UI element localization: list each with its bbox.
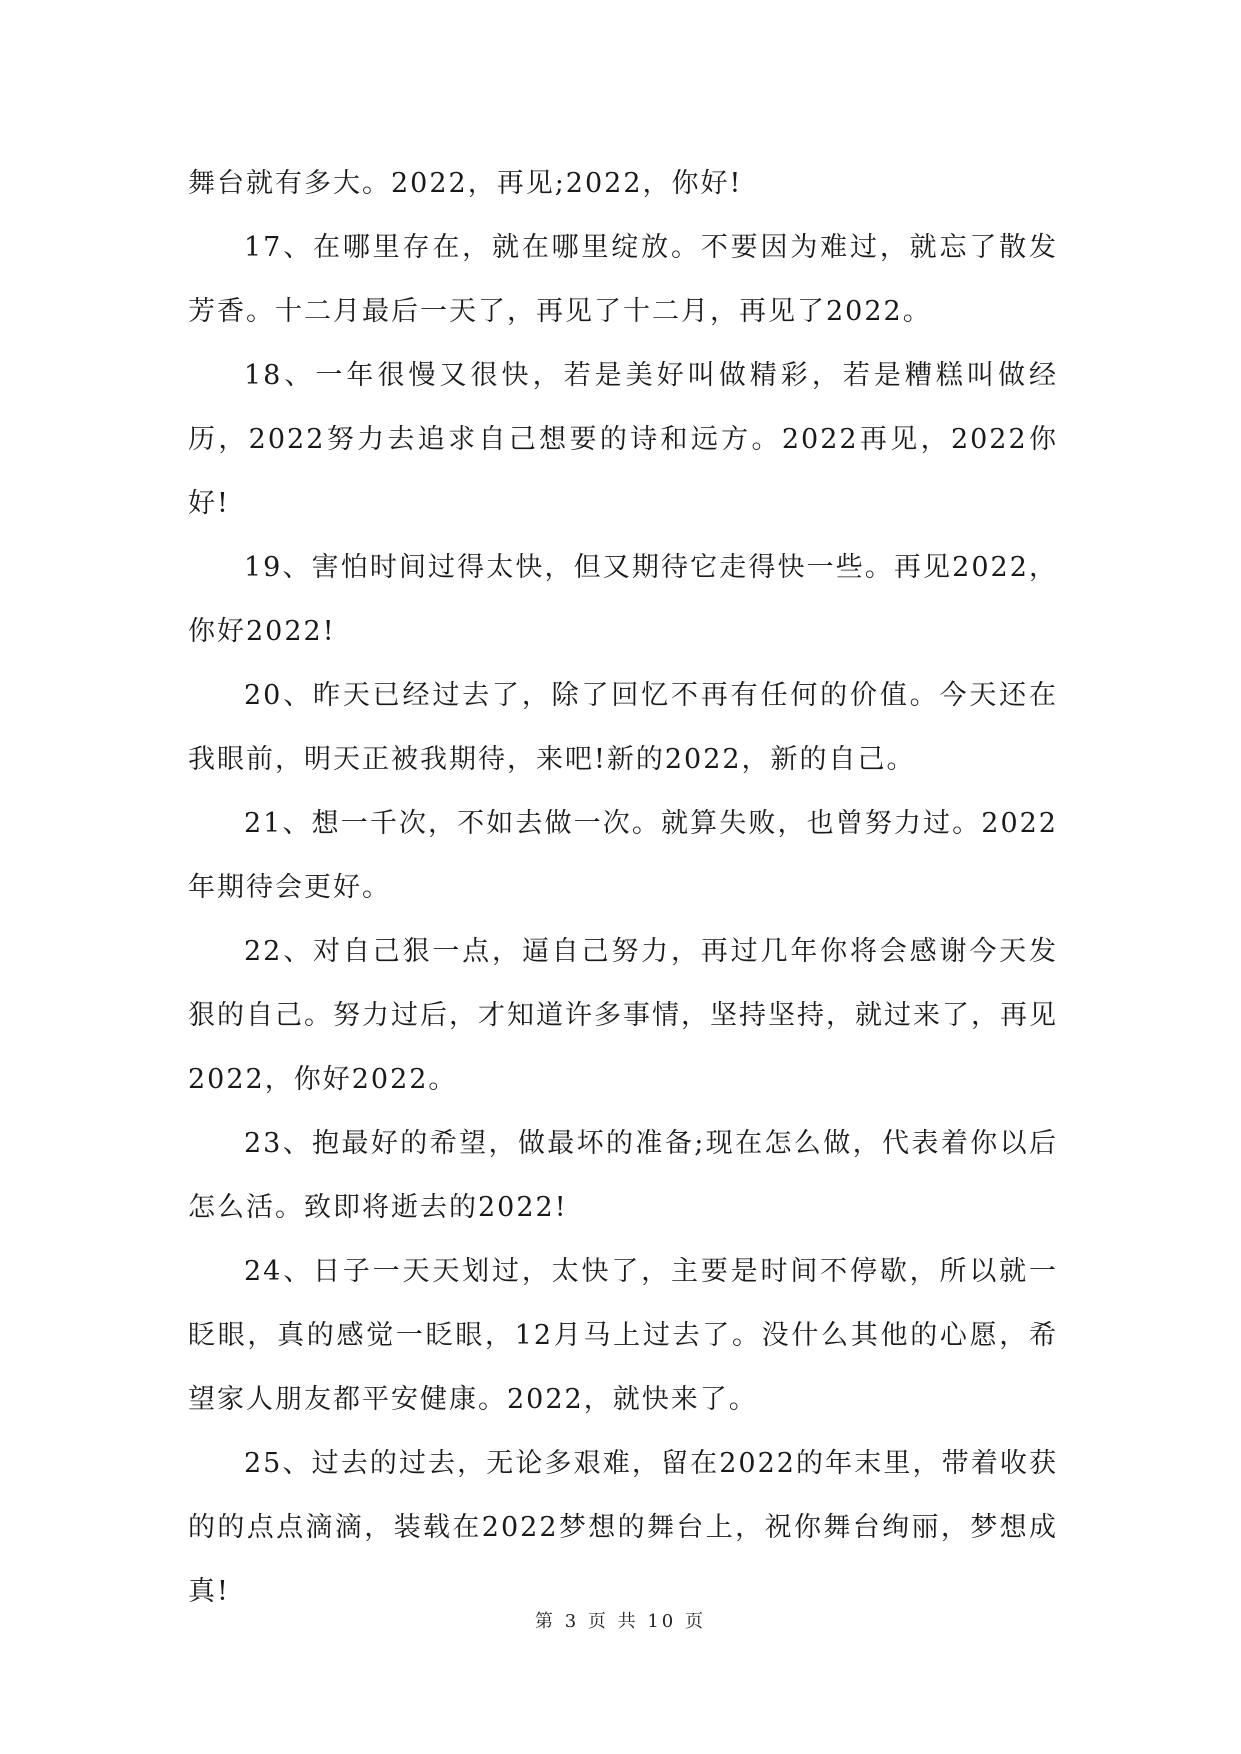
paragraph-23: 23、抱最好的希望，做最坏的准备;现在怎么做，代表着你以后怎么活。致即将逝去的2022!	[188, 1128, 1058, 1223]
paragraph-25: 25、过去的过去，无论多艰难，留在2022的年末里，带着收获的的点点滴滴，装载在2022梦想的舞台上，祝你舞台绚丽，梦想成真!	[188, 1448, 1058, 1607]
paragraph-22: 22、对自己狠一点，逼自己努力，再过几年你将会感谢今天发狠的自己。努力过后，才知道许多事情，坚持坚持，就过来了，再见2022，你好2022。	[188, 936, 1058, 1095]
paragraph-19: 19、害怕时间过得太快，但又期待它走得快一些。再见2022，你好2022!	[188, 552, 1058, 647]
paragraph-24: 24、日子一天天划过，太快了，主要是时间不停歇，所以就一眨眼，真的感觉一眨眼，12月马上过去了。没什么其他的心愿，希望家人朋友都平安健康。2022，就快来了。	[188, 1256, 1058, 1415]
paragraph-17: 17、在哪里存在，就在哪里绽放。不要因为难过，就忘了散发芳香。十二月最后一天了，再见了十二月，再见了2022。	[188, 232, 1058, 327]
page-number-footer: 第 3 页 共 10 页	[535, 1611, 706, 1632]
paragraph-18: 18、一年很慢又很快，若是美好叫做精彩，若是糟糕叫做经历，2022努力去追求自己想要的诗和远方。2022再见，2022你好!	[188, 360, 1058, 519]
document-body	[188, 152, 1058, 1624]
paragraph-20: 20、昨天已经过去了，除了回忆不再有任何的价值。今天还在我眼前，明天正被我期待，来吧!新的2022，新的自己。	[188, 680, 1058, 775]
paragraph-continuation: 舞台就有多大。2022，再见;2022，你好!	[188, 168, 743, 199]
paragraph-21: 21、想一千次，不如去做一次。就算失败，也曾努力过。2022年期待会更好。	[188, 808, 1058, 903]
